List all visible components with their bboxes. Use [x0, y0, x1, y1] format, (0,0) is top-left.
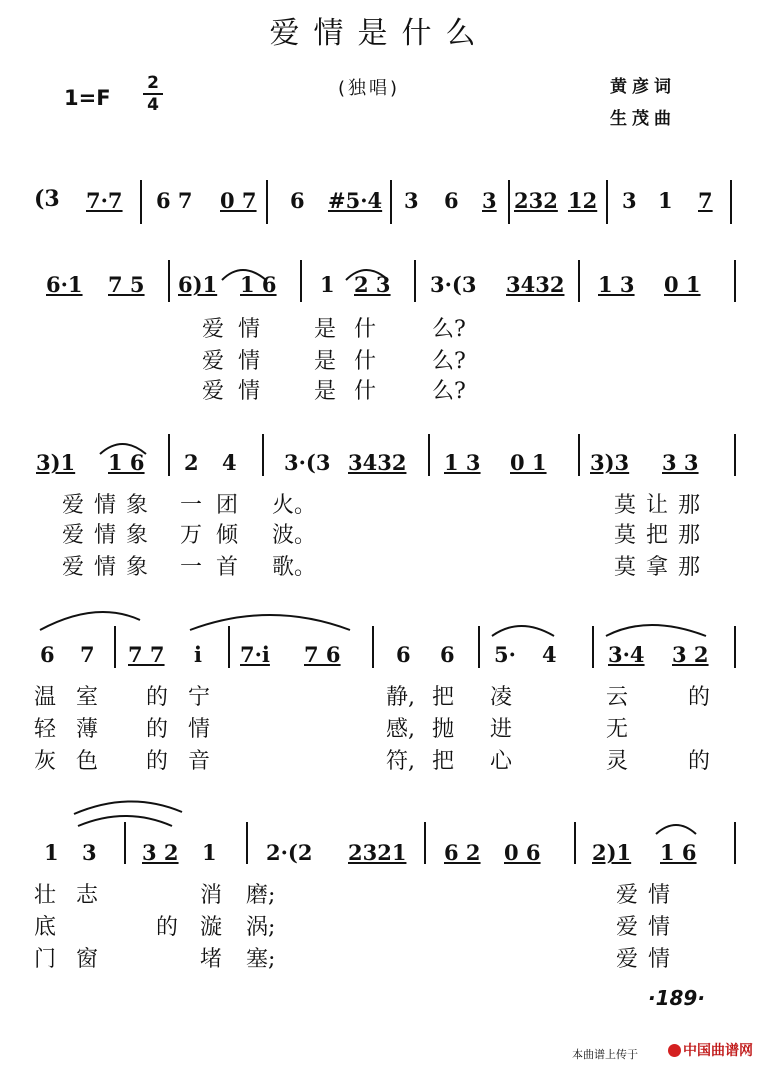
- lyric: 爱: [202, 379, 225, 404]
- note: (3: [34, 186, 60, 212]
- lyric: 让: [646, 493, 669, 518]
- note: 3: [404, 188, 419, 213]
- note: 2)1: [592, 840, 632, 865]
- note: 3: [482, 188, 497, 213]
- lyric: 爱: [202, 349, 225, 374]
- logo-icon: [668, 1044, 681, 1057]
- note: 6)1: [178, 272, 218, 297]
- lyric: 室: [76, 685, 99, 710]
- lyric: 抛: [432, 717, 455, 742]
- note: 3: [622, 188, 637, 213]
- note: 0 7: [220, 188, 257, 213]
- note: 6: [444, 188, 459, 213]
- lyric: 磨;: [246, 883, 276, 908]
- lyric: 爱: [616, 947, 639, 972]
- note: 2 3: [354, 272, 391, 297]
- lyric: 团: [216, 493, 239, 518]
- note: 7·i: [240, 642, 270, 667]
- lyric: 波。: [272, 523, 317, 548]
- lyric: 的: [688, 749, 711, 774]
- lyric: 堵: [200, 947, 223, 972]
- note: 6 2: [444, 840, 481, 865]
- note: 3 2: [142, 840, 179, 865]
- lyric: 一: [180, 493, 203, 518]
- lyricist-credit: 黄彦词: [610, 77, 676, 97]
- upload-note: 本曲谱上传于: [572, 1048, 638, 1061]
- performance-note: (独唱): [338, 78, 401, 99]
- lyric: 静,: [386, 685, 415, 710]
- lyric: 爱: [62, 555, 85, 580]
- note: 3·4: [608, 642, 645, 667]
- slur: [656, 825, 696, 834]
- note: 7: [80, 642, 95, 667]
- lyric: 情: [238, 379, 261, 404]
- note: 6: [440, 642, 455, 667]
- slur: [40, 612, 140, 630]
- lyric: 情: [238, 349, 261, 374]
- lyric: 爱: [62, 493, 85, 518]
- barline: [266, 180, 268, 224]
- lyric: 消: [200, 883, 223, 908]
- note: 1 3: [598, 272, 635, 297]
- slur-overlay: [0, 606, 759, 656]
- note: 6: [290, 188, 305, 213]
- score-line-2: [0, 258, 759, 408]
- note: 2: [184, 450, 199, 475]
- lyric: 那: [678, 523, 701, 548]
- lyric: 爱: [616, 883, 639, 908]
- lyric: 薄: [76, 717, 99, 742]
- note: 1: [320, 272, 335, 297]
- lyric: 色: [76, 749, 99, 774]
- lyric: 爱: [62, 523, 85, 548]
- lyric: 的: [146, 685, 169, 710]
- lyric: 门: [34, 947, 57, 972]
- note: 4: [222, 450, 237, 475]
- note: 7 6: [304, 642, 341, 667]
- lyric: 火。: [272, 493, 317, 518]
- lyric: 莫: [614, 523, 637, 548]
- lyric: 塞;: [246, 947, 276, 972]
- lyric: 灵: [606, 749, 629, 774]
- key-signature: 1=F: [64, 86, 111, 110]
- lyric: 情: [648, 947, 671, 972]
- page-number: ·189·: [648, 986, 705, 1010]
- lyric: 那: [678, 555, 701, 580]
- lyric: 志: [76, 883, 99, 908]
- note: 232: [514, 188, 558, 213]
- logo-text: 中国曲谱网: [683, 1043, 753, 1059]
- lyric: 什: [354, 317, 377, 342]
- lyric: 歌。: [272, 555, 317, 580]
- lyric: 首: [216, 555, 239, 580]
- score-line-5: [0, 796, 759, 976]
- note: 3432: [506, 272, 565, 297]
- lyric: 音: [188, 749, 211, 774]
- lyric: 爱: [616, 915, 639, 940]
- lyric: 轻: [34, 717, 57, 742]
- lyric: 把: [646, 523, 669, 548]
- song-title: 爱情是什么: [269, 16, 490, 51]
- note: 1: [202, 840, 217, 865]
- score-line-1: [0, 180, 759, 240]
- lyric: 象: [126, 493, 149, 518]
- lyric: 情: [238, 317, 261, 342]
- note: 2321: [348, 840, 407, 865]
- slur: [606, 625, 706, 636]
- lyric: 情: [648, 883, 671, 908]
- lyric: 温: [34, 685, 57, 710]
- slur: [190, 615, 350, 630]
- note: 1 6: [240, 272, 277, 297]
- lyric: 宁: [188, 685, 211, 710]
- lyric: 莫: [614, 493, 637, 518]
- note: 12: [568, 188, 598, 213]
- barline: [390, 180, 392, 224]
- lyric: 感,: [386, 717, 415, 742]
- lyric: 无: [606, 717, 629, 742]
- lyric: 什: [354, 349, 377, 374]
- lyric: 拿: [646, 555, 669, 580]
- note: 3)1: [36, 450, 76, 475]
- lyric: 象: [126, 523, 149, 548]
- lyric: 么?: [432, 379, 466, 404]
- note: 1: [44, 840, 59, 865]
- lyric: 凌: [490, 685, 513, 710]
- note: 0 1: [510, 450, 547, 475]
- barline: [508, 180, 510, 224]
- barline: [606, 180, 608, 224]
- lyric: 符,: [386, 749, 415, 774]
- lyric: 漩: [200, 915, 223, 940]
- meter-bottom: 4: [147, 95, 159, 115]
- slur: [74, 801, 182, 814]
- score-line-3: [0, 432, 759, 582]
- lyric: 莫: [614, 555, 637, 580]
- note: 2·(2: [266, 840, 313, 865]
- time-signature: [143, 74, 163, 114]
- lyric: 象: [126, 555, 149, 580]
- note: 3 3: [662, 450, 699, 475]
- lyric: 的: [146, 749, 169, 774]
- lyric: 涡;: [246, 915, 276, 940]
- lyric: 情: [94, 523, 117, 548]
- lyric: 壮: [34, 883, 57, 908]
- note: 6: [396, 642, 411, 667]
- note: 6 7: [156, 188, 193, 213]
- note: 6: [40, 642, 55, 667]
- note: 5·: [494, 642, 516, 667]
- note: 1 3: [444, 450, 481, 475]
- lyric: 云: [606, 685, 629, 710]
- lyric: 万: [180, 523, 203, 548]
- lyric: 那: [678, 493, 701, 518]
- note: 0 6: [504, 840, 541, 865]
- note: 3: [82, 840, 97, 865]
- barline: [730, 180, 732, 224]
- lyric: 把: [432, 685, 455, 710]
- lyric: 把: [432, 749, 455, 774]
- note: 7 7: [128, 642, 165, 667]
- lyric: 情: [94, 555, 117, 580]
- lyric: 灰: [34, 749, 57, 774]
- lyric: 一: [180, 555, 203, 580]
- lyric: 是: [314, 317, 337, 342]
- composer-credit: 生茂曲: [610, 109, 676, 129]
- note: 3·(3: [284, 450, 331, 475]
- note: 3432: [348, 450, 407, 475]
- lyric: 么?: [432, 317, 466, 342]
- lyric: 进: [490, 717, 513, 742]
- note: #5·4: [328, 188, 383, 213]
- note: 6·1: [46, 272, 83, 297]
- slur-overlay: [0, 796, 759, 846]
- note: 7: [698, 188, 713, 213]
- note: i: [194, 642, 202, 667]
- lyric: 倾: [216, 523, 239, 548]
- lyric: 爱: [202, 317, 225, 342]
- slur: [492, 626, 554, 636]
- lyric: 的: [156, 915, 179, 940]
- note: 3·(3: [430, 272, 477, 297]
- score-line-4: [0, 606, 759, 776]
- lyric: 情: [94, 493, 117, 518]
- note: 1 6: [660, 840, 697, 865]
- slur: [78, 816, 172, 826]
- lyric: 情: [648, 915, 671, 940]
- note: 1 6: [108, 450, 145, 475]
- lyric: 底: [34, 915, 57, 940]
- note: 0 1: [664, 272, 701, 297]
- note: 1: [658, 188, 673, 213]
- lyric: 的: [688, 685, 711, 710]
- note: 7 5: [108, 272, 145, 297]
- lyric: 窗: [76, 947, 99, 972]
- lyric: 是: [314, 379, 337, 404]
- barline: [140, 180, 142, 224]
- note: 4: [542, 642, 557, 667]
- lyric: 是: [314, 349, 337, 374]
- lyric: 情: [188, 717, 211, 742]
- note: 3)3: [590, 450, 630, 475]
- site-logo: [668, 1040, 753, 1060]
- lyric: 什: [354, 379, 377, 404]
- lyric: 心: [490, 749, 513, 774]
- note: 3 2: [672, 642, 709, 667]
- lyric: 么?: [432, 349, 466, 374]
- lyric: 的: [146, 717, 169, 742]
- meter-top: 2: [147, 73, 159, 93]
- note: 7·7: [86, 188, 123, 213]
